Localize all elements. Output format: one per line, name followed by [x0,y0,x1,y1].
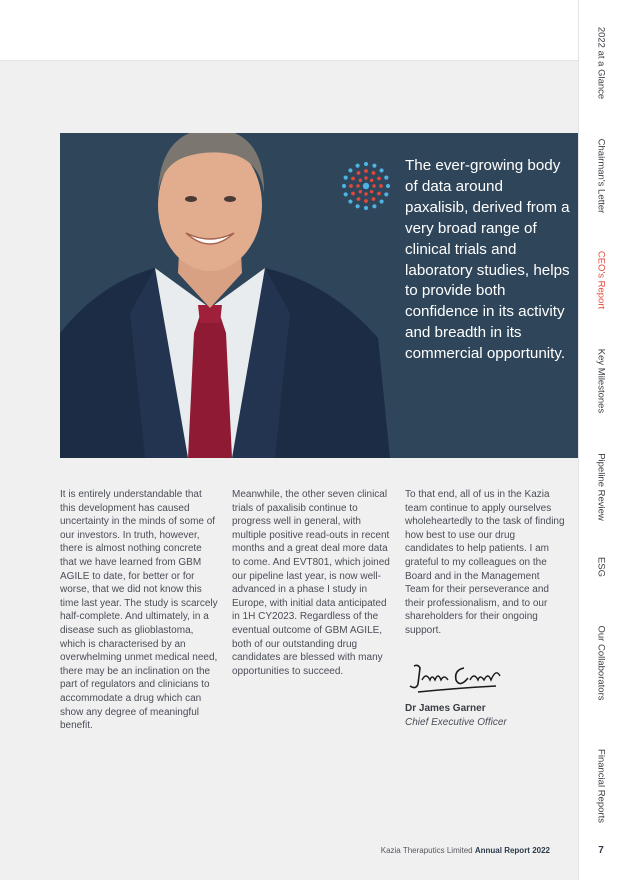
body-column-3: To that end, all of us in the Kazia team continue to apply ourselves wholeheartedly to the task of finding how best to use our drug candidates to help patients. I am grateful to my colleagues on the Board and in the Management Team for their perseverance and their professionalism, and to our shareholders for their ongoing support. [405,489,565,636]
body-column-1: It is entirely understandable that this development has caused uncertainty in the minds of some of our investors. In truth, however, there is almost nothing concrete that we have learned from GBM AGILE to date, for better or for worse, that we did not know this time last year. The study is scarcely half-complete. And ultimately, in a disease such as glioblastoma, which is characterised by an overwhelming unmet medical need, there may be an inclination on the part of regulators and clinicians to accommodate a drug which can show any degree of meaningful benefit. [60,489,218,732]
nav-item-pipeline-review[interactable]: Pipeline Review [595,453,607,521]
page-footer [381,846,550,855]
nav-item-our-collaborators[interactable]: Our Collaborators [595,625,607,701]
nav-item-esg[interactable]: ESG [595,556,607,578]
section-nav [578,0,622,880]
nav-item-ceos-report[interactable]: CEO's Report [595,250,607,310]
dots-circle-icon [341,161,391,211]
footer-company: Kazia Theraputics Limited [380,846,475,855]
nav-item-financial-reports[interactable]: Financial Reports [595,749,607,823]
nav-item-key-milestones[interactable]: Key Milestones [595,348,607,414]
pull-quote: The ever-growing body of data around paxalisib, derived from a very broad range of clinical trials and laboratory studies, helps to provide both confidence in its activity and breadth in its commercial opportunity. [405,157,570,363]
signature [408,658,508,696]
signatory-name: Dr James Garner [405,703,486,714]
signatory-role: Chief Executive Officer [405,717,507,728]
top-band [0,0,578,61]
body-column-2: Meanwhile, the other seven clinical trials of paxalisib continue to progress well in general, with multiple positive read-outs in recent months and a great deal more data to come. And EVT801, which joined our pipeline last year, is now well-advanced in a phase I study in Europe, with initial data anticipated in 1H CY2023. Regardless of the eventual outcome of GBM AGILE, both of our outstanding drug candidates are blessed with many opportunities to succeed. [232,489,390,677]
footer-report: Annual Report 2022 [474,846,550,855]
nav-item-chairmans-letter[interactable]: Chairman's Letter [595,138,607,214]
page-number: 7 [598,845,604,856]
nav-item-2022-at-a-glance[interactable]: 2022 at a Glance [595,26,607,100]
